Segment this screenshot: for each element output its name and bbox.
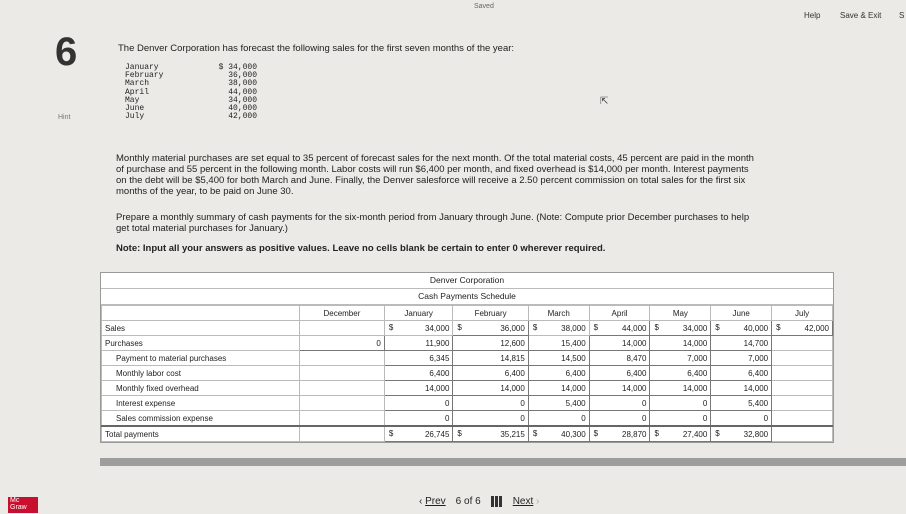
input-cell[interactable]: $ 40,300 bbox=[528, 426, 589, 442]
input-cell[interactable]: 14,500 bbox=[528, 351, 589, 366]
input-cell[interactable]: 14,000 bbox=[453, 381, 528, 396]
question-intro: The Denver Corporation has forecast the following sales for the first seven months of the year: bbox=[118, 43, 515, 54]
dollar-sign: $ bbox=[532, 429, 538, 438]
forecast-row: January $ 34,000 bbox=[125, 63, 257, 72]
input-cell[interactable]: 12,600 bbox=[453, 336, 528, 351]
input-cell[interactable]: 7,000 bbox=[650, 351, 711, 366]
input-cell[interactable]: $ 28,870 bbox=[589, 426, 650, 442]
dollar-sign: $ bbox=[532, 323, 538, 332]
cell bbox=[772, 336, 833, 351]
cell bbox=[772, 351, 833, 366]
cell: $ 38,000 bbox=[528, 321, 589, 336]
input-cell[interactable]: 14,000 bbox=[650, 336, 711, 351]
next-label: Next bbox=[512, 496, 534, 507]
input-cell[interactable]: 0 bbox=[384, 396, 453, 411]
input-cell[interactable]: 0 bbox=[650, 411, 711, 427]
input-cell[interactable]: 0 bbox=[589, 396, 650, 411]
input-cell[interactable]: 5,400 bbox=[711, 396, 772, 411]
table-row-commission bbox=[102, 411, 833, 427]
input-cell[interactable]: 6,345 bbox=[384, 351, 453, 366]
horizontal-scrollbar[interactable] bbox=[100, 458, 906, 466]
input-cell[interactable]: 0 bbox=[650, 396, 711, 411]
header-december: December bbox=[300, 306, 385, 321]
input-cell[interactable]: $ 44,000 bbox=[589, 321, 650, 336]
input-cell[interactable]: 15,400 bbox=[528, 336, 589, 351]
dollar-sign: $ bbox=[776, 323, 781, 332]
header-july: July bbox=[772, 306, 833, 321]
row-label: Sales bbox=[102, 321, 300, 336]
prev-button[interactable]: ‹ Prev bbox=[419, 496, 446, 507]
input-cell[interactable]: 14,815 bbox=[453, 351, 528, 366]
input-cell[interactable]: $ 26,745 bbox=[384, 426, 453, 442]
input-cell[interactable]: 6,400 bbox=[589, 366, 650, 381]
input-cell[interactable]: 14,000 bbox=[711, 381, 772, 396]
input-cell[interactable]: 0 bbox=[300, 336, 385, 351]
forecast-row: April 44,000 bbox=[125, 87, 257, 97]
grid-icon[interactable] bbox=[491, 496, 503, 507]
cell bbox=[772, 366, 833, 381]
next-button[interactable] bbox=[513, 496, 540, 507]
mcgraw-hill-logo: Mc Graw bbox=[8, 497, 38, 513]
dollar-sign: $ bbox=[715, 429, 720, 438]
dollar-sign: $ bbox=[457, 323, 462, 332]
table-row-interest bbox=[102, 396, 833, 411]
cell bbox=[300, 366, 385, 381]
header-may: May bbox=[650, 306, 711, 321]
input-cell[interactable]: 0 bbox=[589, 411, 650, 427]
header-row bbox=[102, 306, 833, 321]
question-number: 6 bbox=[55, 30, 78, 74]
forecast-row: March 38,000 bbox=[125, 79, 257, 89]
cell bbox=[300, 411, 385, 427]
input-cell[interactable]: $ 34,000 bbox=[650, 321, 711, 336]
input-cell[interactable]: 14,000 bbox=[589, 381, 650, 396]
sales-forecast-list bbox=[125, 64, 257, 121]
input-cell[interactable]: 0 bbox=[453, 396, 528, 411]
input-cell[interactable]: 14,700 bbox=[711, 336, 772, 351]
dollar-sign: $ bbox=[593, 323, 599, 332]
schedule-table bbox=[101, 305, 833, 442]
saved-status: Saved bbox=[474, 3, 494, 10]
cell bbox=[300, 381, 385, 396]
row-label: Purchases bbox=[102, 336, 300, 351]
input-cell[interactable]: 8,470 bbox=[589, 351, 650, 366]
input-cell[interactable]: $ 42,000 bbox=[772, 321, 833, 336]
input-cell[interactable]: 6,400 bbox=[711, 366, 772, 381]
table-row-sales bbox=[102, 321, 833, 336]
table-row-labor bbox=[102, 366, 833, 381]
table-row-total bbox=[102, 426, 833, 442]
cell bbox=[300, 426, 385, 442]
header-blank bbox=[102, 306, 300, 321]
input-cell[interactable]: 6,400 bbox=[650, 366, 711, 381]
table-row-overhead bbox=[102, 381, 833, 396]
cash-payments-schedule bbox=[100, 272, 834, 443]
input-cell[interactable]: 6,400 bbox=[528, 366, 589, 381]
input-cell[interactable]: $ 40,000 bbox=[711, 321, 772, 336]
dollar-sign: $ bbox=[654, 429, 659, 438]
input-cell[interactable]: 11,900 bbox=[384, 336, 453, 351]
input-cell[interactable]: 6,400 bbox=[384, 366, 453, 381]
input-cell[interactable]: $ 27,400 bbox=[650, 426, 711, 442]
input-cell[interactable]: $ 35,215 bbox=[453, 426, 528, 442]
input-cell[interactable]: 0 bbox=[453, 411, 528, 427]
forecast-row: June 40,000 bbox=[125, 104, 257, 114]
prev-label: Prev bbox=[425, 496, 446, 507]
input-cell[interactable]: 7,000 bbox=[711, 351, 772, 366]
save-exit-button[interactable]: Save & Exit bbox=[840, 11, 882, 20]
input-cell[interactable]: 0 bbox=[384, 411, 453, 427]
hint-link[interactable]: Hint bbox=[58, 114, 71, 121]
header-february: February bbox=[453, 306, 528, 321]
input-cell[interactable]: 14,000 bbox=[384, 381, 453, 396]
header-april: April bbox=[589, 306, 650, 321]
dollar-sign: $ bbox=[715, 323, 720, 332]
input-note: Note: Input all your answers as positive values. Leave no cells blank be certain to enter 0 wherever required. bbox=[116, 243, 606, 254]
dollar-sign: $ bbox=[388, 429, 394, 438]
input-cell[interactable]: 14,000 bbox=[589, 336, 650, 351]
dollar-sign: $ bbox=[388, 323, 394, 332]
dollar-sign: $ bbox=[593, 429, 599, 438]
top-bar bbox=[0, 0, 906, 22]
chevron-right-icon: › bbox=[536, 496, 540, 507]
header-january: January bbox=[384, 306, 453, 321]
scrollbar-thumb[interactable] bbox=[100, 458, 906, 466]
input-cell[interactable]: 14,000 bbox=[528, 381, 589, 396]
input-cell[interactable]: 0 bbox=[711, 411, 772, 427]
header-march: March bbox=[528, 306, 589, 321]
page-navigation bbox=[419, 496, 539, 507]
dollar-sign: $ bbox=[654, 323, 659, 332]
row-label: Sales commission expense bbox=[102, 411, 300, 427]
cell: $ 34,000 bbox=[384, 321, 453, 336]
help-button[interactable]: Help bbox=[804, 11, 821, 20]
truncated-button[interactable]: S bbox=[899, 11, 905, 20]
dollar-sign: $ bbox=[457, 429, 462, 438]
cell bbox=[300, 321, 385, 336]
header-june: June bbox=[711, 306, 772, 321]
row-label: Monthly labor cost bbox=[102, 366, 300, 381]
problem-paragraph: Monthly material purchases are set equal to 35 percent of forecast sales for the next month. Of the total material costs, 45 percent are paid in the month of purchase and 55 percent in the following month. Labor costs will run $6,400 per month, and fixed overhead is $14,000 per month. Interest payments on the debt will be $5,400 for both March and June. Finally, the Denver salesforce will receive a 2.50 percent commission on total sales for the first six months of the year, to be paid on June 30. bbox=[116, 153, 754, 197]
page-indicator: 6 of 6 bbox=[455, 496, 481, 507]
schedule-subtitle: Cash Payments Schedule bbox=[101, 289, 833, 305]
row-label: Payment to material purchases bbox=[102, 351, 300, 366]
cell bbox=[772, 381, 833, 396]
instruction-paragraph: Prepare a monthly summary of cash payments for the six-month period from January through June. (Note: Compute prior December purchases to help get total material purchases for January.) bbox=[116, 212, 750, 234]
row-label: Monthly fixed overhead bbox=[102, 381, 300, 396]
input-cell[interactable]: 6,400 bbox=[453, 366, 528, 381]
forecast-row: February 36,000 bbox=[125, 71, 257, 81]
cell bbox=[772, 396, 833, 411]
forecast-row: May 34,000 bbox=[125, 95, 257, 105]
cell bbox=[772, 426, 833, 442]
table-row-purchases bbox=[102, 336, 833, 351]
input-cell[interactable]: 14,000 bbox=[650, 381, 711, 396]
cell bbox=[772, 411, 833, 427]
input-cell[interactable]: $ 32,800 bbox=[711, 426, 772, 442]
table-row-payment bbox=[102, 351, 833, 366]
input-cell[interactable]: 0 bbox=[528, 411, 589, 427]
input-cell[interactable]: $ 36,000 bbox=[453, 321, 528, 336]
input-cell[interactable]: 5,400 bbox=[528, 396, 589, 411]
forecast-row: July 42,000 bbox=[125, 112, 257, 122]
mouse-cursor-icon: ⇱ bbox=[600, 96, 609, 107]
row-label: Interest expense bbox=[102, 396, 300, 411]
schedule-title: Denver Corporation bbox=[101, 273, 833, 289]
row-label: Total payments bbox=[102, 426, 300, 442]
cell bbox=[300, 396, 385, 411]
cell bbox=[300, 351, 385, 366]
